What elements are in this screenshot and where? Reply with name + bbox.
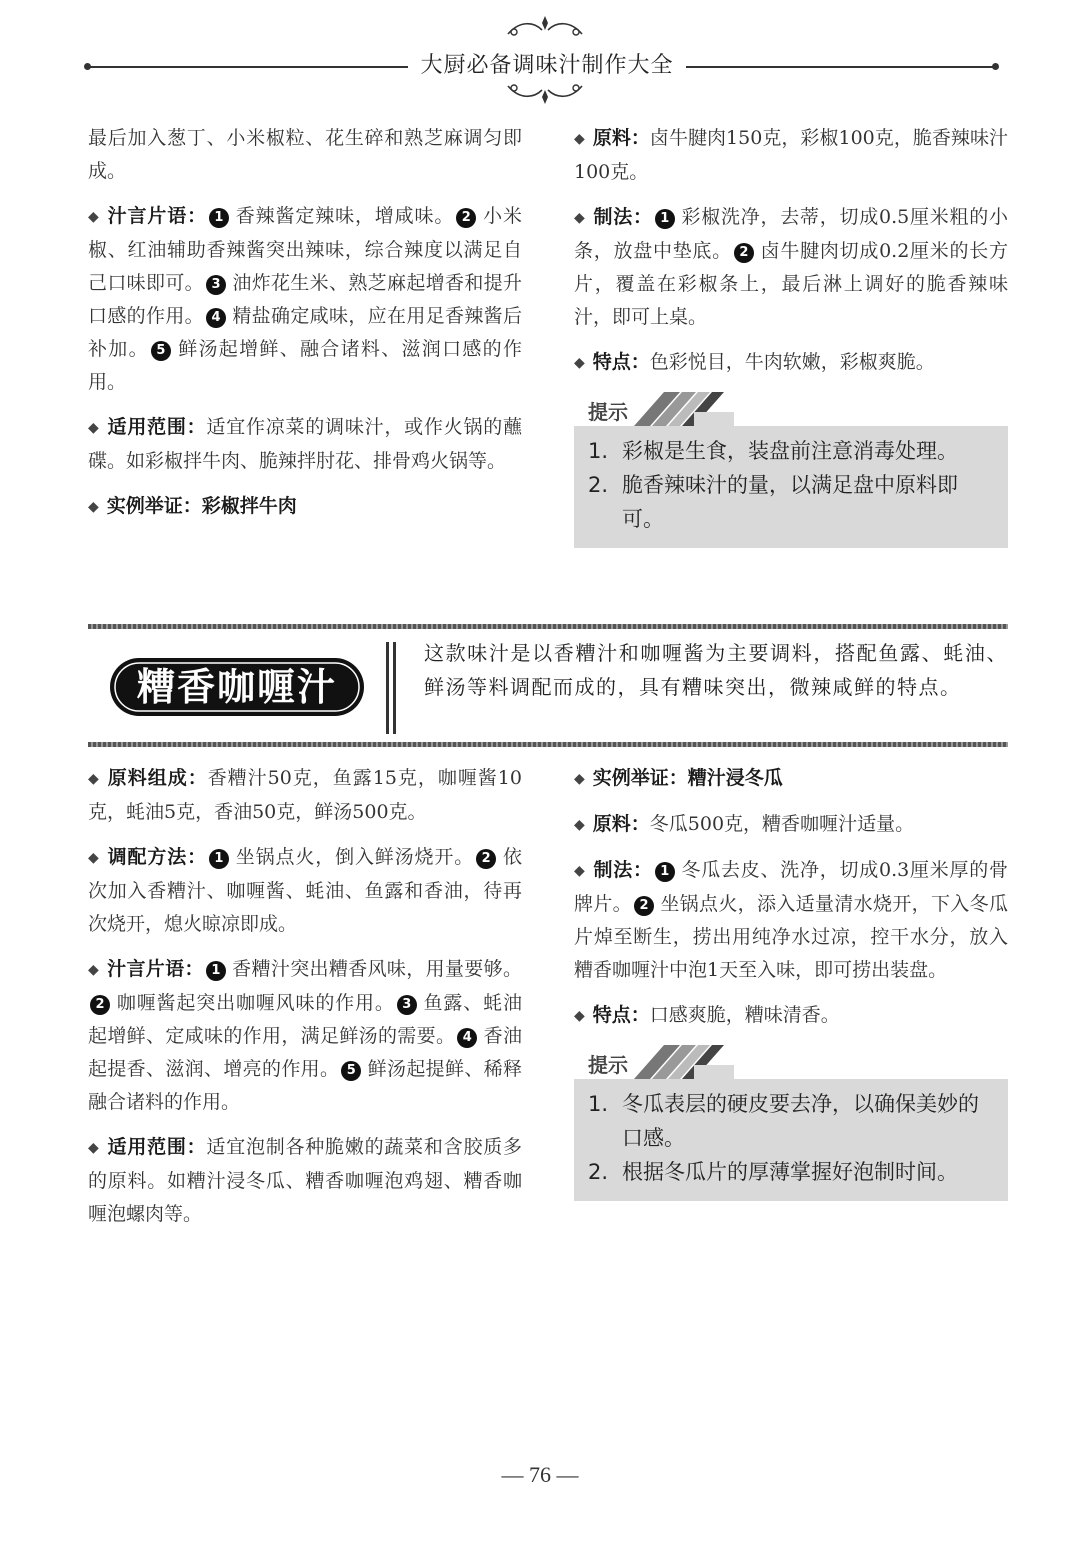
method-step-1: 冬瓜去皮、洗净，切成0.3厘米厚的骨牌片。 bbox=[574, 859, 1008, 915]
method-paragraph bbox=[88, 841, 522, 941]
diamond-bullet-icon: ◆ bbox=[574, 817, 585, 833]
section-intro: 这款味汁是以香糟汁和咖喱酱为主要调料，搭配鱼露、蚝油、鲜汤等料调配而成的，具有糟味突出，微辣咸鲜的特点。 bbox=[424, 641, 1008, 699]
diamond-bullet-icon: ◆ bbox=[88, 850, 99, 866]
tip-item bbox=[588, 468, 994, 536]
tips-label: 汁言片语： bbox=[106, 205, 207, 227]
diamond-bullet-icon: ◆ bbox=[574, 355, 585, 371]
tip-item bbox=[588, 434, 994, 468]
tip-item-text: 冬瓜表层的硬皮要去净，以确保美妙的口感。 bbox=[622, 1092, 979, 1150]
section-title: 糟香咖喱汁 bbox=[136, 665, 338, 709]
tip-number: 2. bbox=[588, 473, 609, 497]
method-step-2: 卤牛腱肉切成0.2厘米的长方片，覆盖在彩椒条上，最后淋上调好的脆香辣味汁，即可上桌。 bbox=[574, 240, 1008, 328]
method-step-2: 依次加入香糟汁、咖喱酱、蚝油、鱼露和香油，待再次烧开，熄火晾凉即成。 bbox=[88, 846, 522, 935]
method-step-1: 坐锅点火，倒入鲜汤烧开。 bbox=[234, 846, 475, 868]
number-4-icon: 4 bbox=[206, 308, 226, 328]
features-paragraph bbox=[574, 346, 1008, 380]
tip-label: 提示 bbox=[588, 400, 628, 424]
tip-box-body bbox=[574, 1079, 1008, 1201]
tip-text-3: 油炸花生米、熟芝麻起增香和提升口感的作用。 bbox=[88, 272, 522, 327]
ingredients-text: 卤牛腱肉150克，彩椒100克，脆香辣味汁100克。 bbox=[574, 127, 1008, 183]
continued-text: 最后加入葱丁、小米椒粒、花生碎和熟芝麻调匀即成。 bbox=[88, 127, 522, 182]
column-top-right bbox=[574, 122, 1008, 548]
number-2-icon: 2 bbox=[456, 208, 476, 228]
number-1-icon: 1 bbox=[655, 862, 675, 882]
number-3-icon: 3 bbox=[206, 275, 226, 295]
number-2-icon: 2 bbox=[634, 896, 654, 916]
column-bottom-right bbox=[574, 762, 1008, 1201]
header-rule-dot-left bbox=[84, 63, 91, 70]
scope-paragraph bbox=[88, 411, 522, 478]
method-label: 制法： bbox=[592, 859, 653, 881]
number-2-icon: 2 bbox=[734, 243, 754, 263]
ingredients-label: 原料： bbox=[592, 813, 650, 835]
scope-label: 适用范围： bbox=[106, 416, 207, 438]
diamond-bullet-icon: ◆ bbox=[574, 1008, 585, 1024]
tip-item-text: 脆香辣味汁的量，以满足盘中原料即可。 bbox=[622, 473, 958, 531]
header-rule-dot-right bbox=[992, 63, 999, 70]
tip-number: 1. bbox=[588, 439, 609, 463]
tip-box-header bbox=[574, 392, 1008, 426]
tip-number: 2. bbox=[588, 1160, 609, 1184]
example-dish-name: 糟汁浸冬瓜 bbox=[687, 767, 783, 789]
example-paragraph bbox=[88, 490, 522, 524]
ingredients-paragraph bbox=[574, 122, 1008, 189]
method-step-2: 坐锅点火，添入适量清水烧开，下入冬瓜片焯至断生，捞出用纯净水过凉，控干水分，放入糟香咖喱汁中泡1天至入味，即可捞出装盘。 bbox=[574, 893, 1008, 981]
header-ornament-top-icon bbox=[500, 14, 590, 40]
tip-box-header bbox=[574, 1045, 1008, 1079]
diamond-bullet-icon: ◆ bbox=[88, 962, 99, 978]
ingredients-text: 冬瓜500克，糟香咖喱汁适量。 bbox=[649, 813, 915, 835]
diamond-bullet-icon: ◆ bbox=[574, 131, 585, 147]
diamond-bullet-icon: ◆ bbox=[88, 499, 99, 515]
tip-stripes-icon bbox=[634, 1045, 734, 1079]
diamond-bullet-icon: ◆ bbox=[574, 863, 585, 879]
divider-bar-2 bbox=[393, 642, 396, 734]
features-label: 特点： bbox=[592, 1004, 650, 1026]
features-label: 特点： bbox=[592, 351, 650, 373]
number-5-icon: 5 bbox=[151, 341, 171, 361]
divider-bar-1 bbox=[386, 642, 389, 734]
tip-item bbox=[588, 1087, 994, 1155]
example-paragraph bbox=[574, 762, 1008, 796]
column-top-left bbox=[88, 122, 522, 536]
number-4-icon: 4 bbox=[457, 1028, 477, 1048]
tip-text-5: 鲜汤起提鲜、稀释融合诸料的作用。 bbox=[88, 1058, 522, 1113]
features-paragraph bbox=[574, 999, 1008, 1033]
tips-paragraph bbox=[88, 200, 522, 399]
ingredients-label: 原料： bbox=[592, 127, 650, 149]
number-1-icon: 1 bbox=[209, 849, 229, 869]
diamond-bullet-icon: ◆ bbox=[88, 209, 99, 225]
features-text: 色彩悦目，牛肉软嫩，彩椒爽脆。 bbox=[649, 351, 935, 373]
header-ornament-bottom-icon bbox=[500, 80, 590, 106]
tip-text-3: 鱼露、蚝油起增鲜、定咸味的作用，满足鲜汤的需要。 bbox=[88, 992, 522, 1047]
diamond-bullet-icon: ◆ bbox=[88, 1140, 99, 1156]
tip-box bbox=[574, 392, 1008, 548]
example-dish-name: 彩椒拌牛肉 bbox=[201, 495, 297, 517]
ingredients-paragraph bbox=[574, 808, 1008, 842]
tip-box bbox=[574, 1045, 1008, 1201]
tip-label: 提示 bbox=[588, 1053, 628, 1077]
running-header-title: 大厨必备调味汁制作大全 bbox=[420, 53, 674, 78]
tip-item bbox=[588, 1155, 994, 1189]
tip-text-4: 香油起提香、滋润、增亮的作用。 bbox=[88, 1025, 522, 1080]
method-step-1: 彩椒洗净，去蒂，切成0.5厘米粗的小条，放盘中垫底。 bbox=[574, 206, 1008, 262]
number-3-icon: 3 bbox=[397, 995, 417, 1015]
example-label: 实例举证： bbox=[592, 767, 688, 789]
scope-label: 适用范围： bbox=[106, 1136, 207, 1158]
section-band-top bbox=[88, 624, 1008, 629]
method-paragraph bbox=[574, 854, 1008, 987]
number-5-icon: 5 bbox=[341, 1061, 361, 1081]
tip-item-text: 彩椒是生食，装盘前注意消毒处理。 bbox=[622, 439, 958, 463]
header-rule-right bbox=[686, 66, 994, 68]
page-number: — 76 — bbox=[501, 1462, 579, 1487]
scope-paragraph bbox=[88, 1131, 522, 1231]
tip-text-1: 香辣酱定辣味，增咸味。 bbox=[234, 205, 455, 227]
tip-text-5: 鲜汤起增鲜、融合诸料、滋润口感的作用。 bbox=[88, 338, 522, 393]
example-label: 实例举证： bbox=[106, 495, 202, 517]
column-bottom-left bbox=[88, 762, 522, 1243]
ingredients-text: 香糟汁50克，鱼露15克，咖喱酱10克，蚝油5克，香油50克，鲜汤500克。 bbox=[88, 767, 522, 823]
features-text: 口感爽脆，糟味清香。 bbox=[649, 1004, 840, 1026]
number-2-icon: 2 bbox=[476, 849, 496, 869]
method-paragraph bbox=[574, 201, 1008, 334]
tips-paragraph bbox=[88, 953, 522, 1119]
tip-number: 1. bbox=[588, 1092, 609, 1116]
tip-item-text: 根据冬瓜片的厚薄掌握好泡制时间。 bbox=[622, 1160, 958, 1184]
ingredients-label: 原料组成： bbox=[106, 767, 208, 789]
tip-text-1: 香糟汁突出糟香风味，用量要够。 bbox=[231, 958, 522, 980]
tip-stripes-icon bbox=[634, 392, 734, 426]
method-label: 调配方法： bbox=[106, 846, 207, 868]
tips-label: 汁言片语： bbox=[106, 958, 204, 980]
scope-text: 适宜泡制各种脆嫩的蔬菜和含胶质多的原料。如糟汁浸冬瓜、糟香咖喱泡鸡翅、糟香咖喱泡螺肉等。 bbox=[88, 1136, 522, 1225]
number-1-icon: 1 bbox=[655, 209, 675, 229]
tip-box-body bbox=[574, 426, 1008, 548]
tip-text-2: 咖喱酱起突出咖喱风味的作用。 bbox=[116, 992, 395, 1014]
number-1-icon: 1 bbox=[206, 961, 226, 981]
diamond-bullet-icon: ◆ bbox=[88, 420, 99, 436]
number-2-icon: 2 bbox=[90, 995, 110, 1015]
diamond-bullet-icon: ◆ bbox=[574, 771, 585, 787]
scope-text: 适宜作凉菜的调味汁，或作火锅的蘸碟。如彩椒拌牛肉、脆辣拌肘花、排骨鸡火锅等。 bbox=[88, 416, 522, 472]
section-band-bottom bbox=[88, 742, 1008, 747]
diamond-bullet-icon: ◆ bbox=[88, 771, 99, 787]
header-rule-left bbox=[88, 66, 408, 68]
diamond-bullet-icon: ◆ bbox=[574, 210, 585, 226]
tip-text-4: 精盐确定咸味，应在用足香辣酱后补加。 bbox=[88, 305, 522, 360]
ingredients-paragraph bbox=[88, 762, 522, 829]
method-label: 制法： bbox=[592, 206, 653, 228]
number-1-icon: 1 bbox=[209, 208, 229, 228]
section-title-badge bbox=[108, 656, 366, 718]
tip-text-2: 小米椒、红油辅助香辣酱突出辣味，综合辣度以满足自己口味即可。 bbox=[88, 205, 522, 294]
